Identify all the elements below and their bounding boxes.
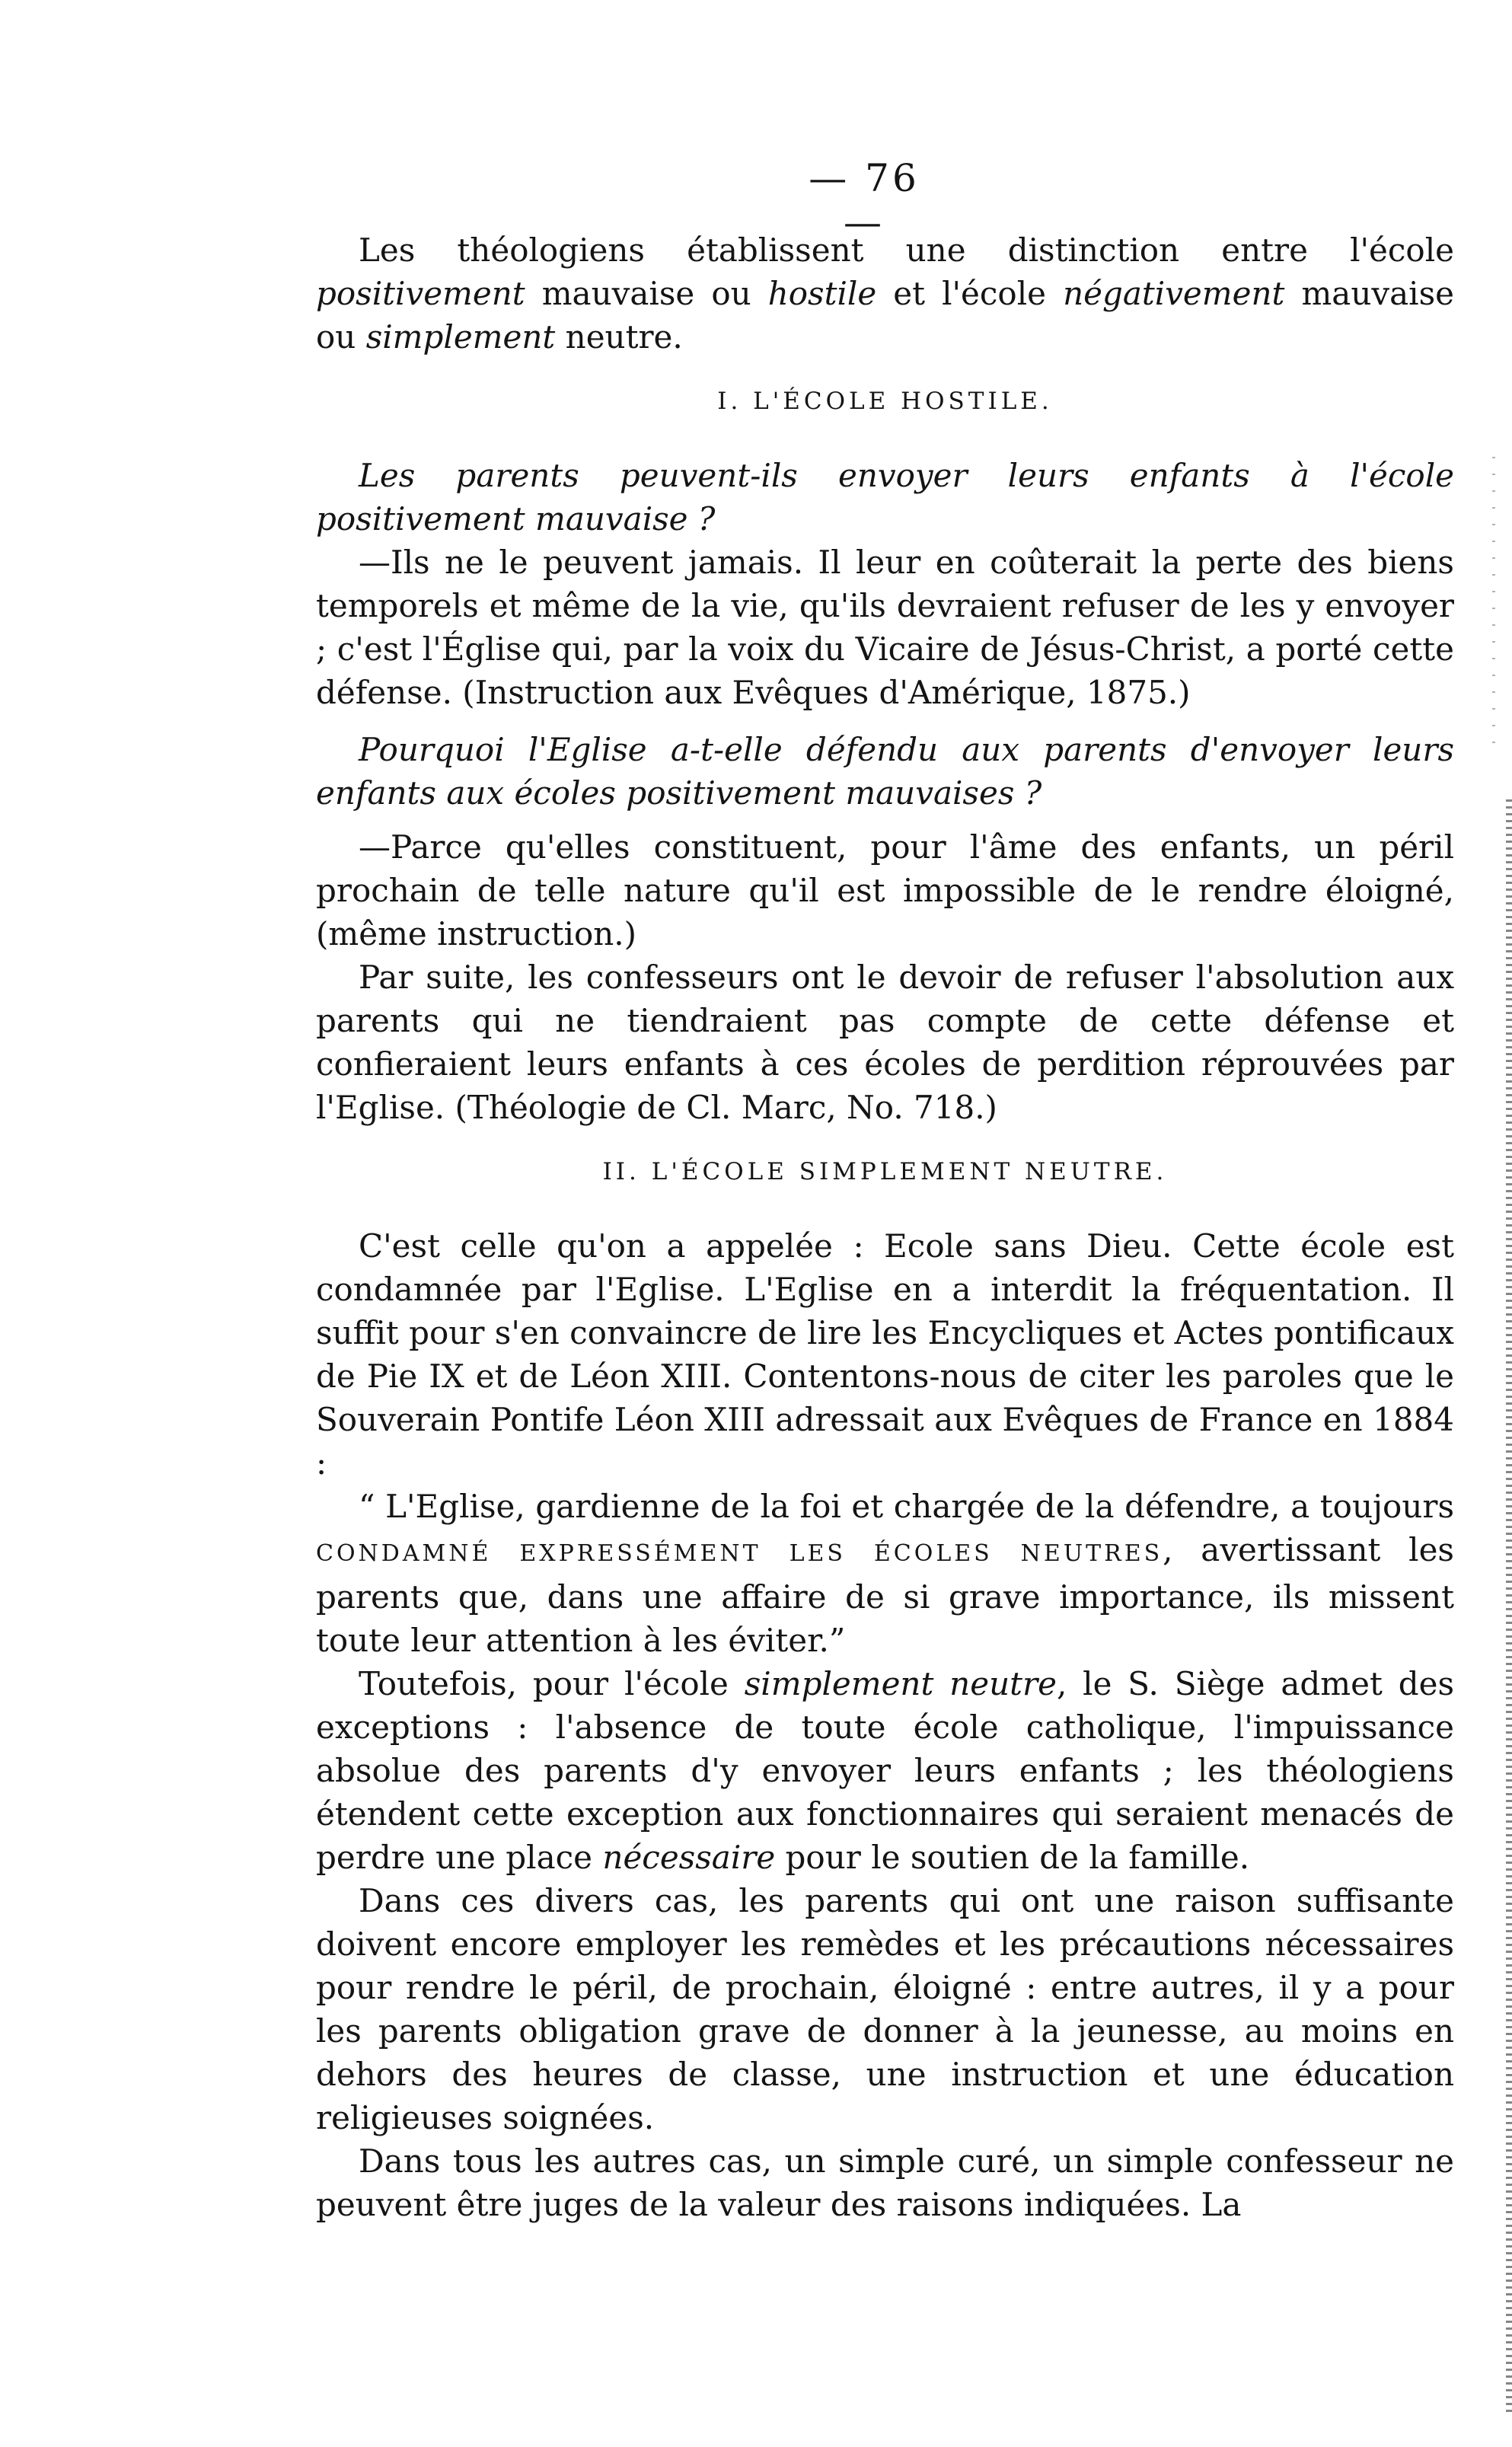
- intro-emphasis-hostile: hostile: [767, 275, 877, 312]
- exceptions-text-1: Toutefois, pour l'école: [359, 1665, 745, 1702]
- paragraph-divers-cas: Dans ces divers cas, les parents qui ont une raison suffisante doivent encore employer les remèdes et les précautions nécessaires pour rendre le péril, de prochain, éloigné : entre autres, il y a pour les parents obligation grave de donner à la jeunesse, au moins en dehors des heures de classe, une instruction et une éducation religieuses soignées.: [316, 1882, 1454, 2136]
- intro-text-4: mauvaise ou: [316, 275, 1454, 356]
- page-body: [316, 228, 1454, 2226]
- answer-2: —Parce qu'elles constituent, pour l'âme des enfants, un péril prochain de telle nature qu'il est impossible de le rendre éloigné, (même instruction.): [316, 828, 1454, 952]
- section-heading-ecole-neutre: II. L'ÉCOLE SIMPLEMENT NEUTRE.: [602, 1158, 1168, 1185]
- exceptions-text-2: , le S. Siège admet des exceptions : l'absence de toute école catholique, l'impuissance absolue des parents d'y envoyer leurs enfants ; les théologiens étendent cette exception aux fonctionnaires qui seraient menacés de perdre une place: [316, 1665, 1454, 1876]
- intro-text-2: mauvaise ou: [525, 275, 768, 312]
- scan-edge-artifact-dots: [1492, 457, 1495, 746]
- page-number: — 76 —: [809, 156, 920, 244]
- intro-text-5: neutre.: [555, 318, 683, 356]
- question-1: Les parents peuvent-ils envoyer leurs enfants à l'école positivement mauvaise ?: [316, 457, 1454, 538]
- intro-emphasis-negativement: négativement: [1063, 275, 1285, 312]
- intro-text-1: Les théologiens établissent une distinction entre l'école: [359, 231, 1454, 269]
- intro-emphasis-simplement: simplement: [365, 318, 556, 356]
- paragraph-ecole-sans-dieu: C'est celle qu'on a appelée : Ecole sans Dieu. Cette école est condamnée par l'Eglise. L'Eglise en a interdit la fréquentation. Il suffit pour s'en convaincre de lire les Encycliques et Actes pontificaux de Pie IX et de Léon XIII. Contentons-nous de citer les paroles que le Souverain Pontife Léon XIII adressait aux Evêques de France en 1884 :: [316, 1227, 1454, 1482]
- quote-text-1: “ L'Eglise, gardienne de la foi et chargée de la défendre, a toujours: [359, 1488, 1454, 1525]
- exceptions-emphasis-2: nécessaire: [602, 1839, 776, 1876]
- scan-edge-artifact: [1506, 799, 1512, 2414]
- paragraph-confesseurs: Par suite, les confesseurs ont le devoir de refuser l'absolution aux parents qui ne tiendraient pas compte de cette défense et confieraient leurs enfants à ces écoles de perdition réprouvées par l'Eglise. (Théologie de Cl. Marc, No. 718.): [316, 959, 1454, 1126]
- papal-quote: [316, 1485, 1454, 1662]
- question-2: Pourquoi l'Eglise a-t-elle défendu aux parents d'envoyer leurs enfants aux écoles positivement mauvaises ?: [316, 731, 1454, 812]
- exceptions-emphasis-1: simplement neutre: [744, 1665, 1057, 1702]
- quote-small-caps: CONDAMNÉ EXPRESSÉMENT LES ÉCOLES NEUTRES: [316, 1540, 1163, 1567]
- answer-1: —Ils ne le peuvent jamais. Il leur en coûterait la perte des biens temporels et même de la vie, qu'ils devraient refuser de les y envoyer ; c'est l'Église qui, par la voix du Vicaire de Jésus-Christ, a porté cette défense. (Instruction aux Evêques d'Amérique, 1875.): [316, 544, 1454, 711]
- paragraph-autres-cas: Dans tous les autres cas, un simple curé, un simple confesseur ne peuvent être juges de la valeur des raisons indiquées. La: [316, 2142, 1454, 2223]
- exceptions-text-3: pour le soutien de la famille.: [775, 1839, 1250, 1876]
- section-heading-ecole-hostile: I. L'ÉCOLE HOSTILE.: [717, 388, 1053, 415]
- intro-paragraph: [316, 228, 1454, 359]
- intro-emphasis-positivement: positivement: [316, 275, 525, 312]
- quote-text-2: , avertissant les parents que, dans une affaire de si grave importance, ils missent toute leur attention à les éviter.”: [316, 1531, 1454, 1659]
- paragraph-exceptions: [316, 1662, 1454, 1879]
- intro-text-3: et l'école: [876, 275, 1064, 312]
